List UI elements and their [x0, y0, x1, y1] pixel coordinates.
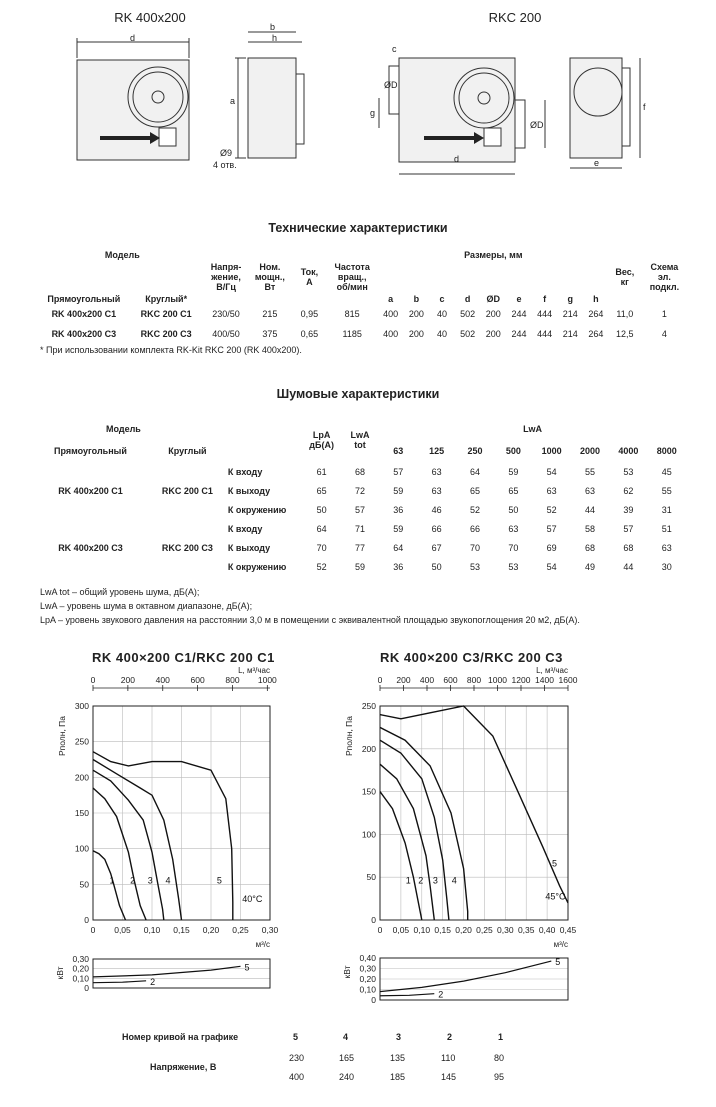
tech-h-model: Модель: [104, 250, 140, 260]
noise-cell: 65: [469, 485, 480, 496]
top-tick-label: 400: [419, 675, 435, 685]
noise-cell: 53: [623, 466, 634, 477]
power-curve-label-2: 2: [150, 976, 156, 987]
tech-cell: RK 400x200 C3: [51, 329, 117, 339]
svg-text:e: e: [594, 158, 600, 168]
noise-cell: 68: [354, 466, 365, 477]
tech-cell: 11,0: [616, 309, 634, 319]
x-tick-label: 0,10: [413, 925, 431, 935]
top-tick-label: 0: [90, 675, 96, 685]
noise-cell: 50: [316, 504, 327, 515]
noise-h-freq: 2000: [580, 446, 601, 456]
curve-label-2: 2: [418, 875, 424, 886]
noise-cell: 63: [508, 523, 519, 534]
noise-cell-direction: К окружению: [227, 504, 287, 515]
tech-h-dim-f: f: [543, 294, 547, 304]
y-axis-label: Pполн, Па: [57, 715, 67, 757]
tech-h-voltage: Напря- жение, В/Гц: [210, 262, 242, 292]
drawing-title-rk: RK 400x200: [114, 10, 186, 25]
x-tick-label: 0,15: [173, 925, 190, 935]
voltage-cell: 165: [339, 1053, 355, 1063]
top-tick-label: 1400: [535, 675, 554, 685]
noise-table: [34, 418, 686, 576]
noise-cell: 59: [393, 485, 404, 496]
noise-note-1: LwA tot – общий уровень шума, дБ(А);: [40, 587, 200, 597]
temperature-label: 45°C: [545, 891, 566, 902]
tech-cell: 815: [344, 309, 360, 319]
rk-housing-side: [248, 58, 296, 158]
noise-cell: 57: [393, 466, 404, 477]
tech-section-title: Технические характеристики: [268, 221, 448, 235]
tech-h-dim-c: c: [439, 294, 445, 304]
curve-label-3: 3: [432, 875, 438, 886]
noise-cell: 62: [623, 485, 634, 496]
voltage-cell: 145: [441, 1072, 457, 1082]
curve-3: [93, 770, 164, 920]
noise-cell: 54: [546, 466, 557, 477]
temperature-label: 40°C: [242, 894, 263, 905]
tech-h-current: Ток, А: [300, 267, 319, 287]
noise-cell-direction: К входу: [227, 466, 263, 477]
noise-cell: 50: [431, 561, 442, 572]
tech-cell: 1: [661, 309, 667, 319]
tech-cell: 200: [485, 309, 501, 319]
top-tick-label: 1000: [488, 675, 507, 685]
power-y-tick-label: 0,40: [359, 953, 376, 963]
voltage-cell: 240: [339, 1072, 355, 1082]
noise-cell: 69: [546, 542, 557, 553]
svg-text:4 отв.: 4 отв.: [213, 160, 237, 170]
top-tick-label: 800: [466, 675, 482, 685]
tech-h-dim-a: a: [388, 294, 394, 304]
noise-h-lwa-tot: LwA tot: [350, 430, 370, 450]
noise-cell-rect: RK 400x200 C3: [58, 542, 123, 553]
noise-cell: 65: [508, 485, 519, 496]
noise-cell: 70: [469, 542, 480, 553]
noise-cell: 70: [508, 542, 519, 553]
tech-h-dim-d: d: [464, 294, 471, 304]
noise-cell: 49: [585, 561, 596, 572]
power-curve-label-2: 2: [438, 989, 444, 1000]
power-y-tick-label: 0: [84, 983, 89, 993]
noise-cell: 57: [354, 504, 365, 515]
y-tick-label: 200: [361, 743, 376, 754]
noise-cell: 61: [316, 466, 327, 477]
noise-cell: 53: [508, 561, 519, 572]
tech-cell: 12,5: [616, 329, 634, 339]
tech-cell: 400/50: [212, 329, 240, 339]
x-tick-label: 0,15: [434, 925, 451, 935]
noise-cell-direction: К окружению: [227, 561, 287, 572]
noise-cell: 63: [546, 485, 557, 496]
tech-h-rect: Прямоугольный: [47, 294, 121, 304]
noise-cell: 46: [431, 504, 442, 515]
svg-text:d: d: [130, 33, 136, 43]
top-tick-label: 800: [225, 675, 240, 685]
noise-cell: 72: [354, 485, 365, 496]
noise-cell: 45: [661, 466, 672, 477]
noise-h-freq: 8000: [656, 446, 677, 456]
tech-cell: 502: [460, 309, 476, 319]
noise-h-freq: 4000: [618, 446, 639, 456]
tech-h-scheme: Схема эл. подкл.: [649, 262, 680, 292]
tech-cell: 244: [511, 309, 527, 319]
noise-cell: 68: [585, 542, 596, 553]
noise-cell: 70: [316, 542, 327, 553]
tech-cell: 214: [562, 329, 578, 339]
tech-cell: 200: [485, 329, 501, 339]
tech-h-round: Круглый*: [145, 294, 188, 304]
tech-h-weight: Вес, кг: [615, 267, 635, 287]
noise-cell: 63: [585, 485, 596, 496]
tech-cell: 40: [436, 329, 447, 339]
table-row: [40, 304, 688, 324]
y-tick-label: 200: [74, 772, 89, 783]
noise-section-title: Шумовые характеристики: [276, 387, 440, 401]
noise-h-lwa: LwA: [523, 424, 543, 434]
noise-note-3: LpA – уровень звукового давления на расстоянии 3,0 м в помещении с эквивалентной площадью звукопоглощения 20 м2, дБ(А).: [40, 615, 580, 625]
noise-cell: 36: [393, 504, 404, 515]
x-tick-label: 0,40: [538, 925, 556, 935]
x-tick-label: 0,10: [143, 925, 161, 935]
noise-cell-round: RKC 200 C1: [161, 485, 213, 496]
curve-5: [380, 706, 568, 903]
noise-h-rect: Прямоугольный: [54, 446, 127, 456]
noise-cell: 71: [354, 523, 365, 534]
curve-2: [93, 788, 146, 920]
noise-cell: 63: [431, 485, 442, 496]
tech-cell: 0,65: [300, 329, 319, 339]
noise-h-freq: 250: [467, 446, 483, 456]
table-row: [34, 519, 686, 538]
y-tick-label: 0: [84, 915, 89, 925]
y-tick-label: 50: [366, 872, 376, 883]
power-y-tick-label: 0,30: [359, 963, 376, 974]
tech-cell: 230/50: [212, 309, 240, 319]
noise-cell: 63: [431, 466, 442, 477]
curve-label-4: 4: [165, 875, 171, 886]
noise-cell: 52: [316, 561, 327, 572]
curve-4: [380, 727, 468, 920]
tech-cell: 400: [383, 309, 399, 319]
curve-3: [380, 740, 449, 920]
voltage-cell: 95: [494, 1072, 505, 1082]
noise-cell: 77: [354, 542, 365, 553]
chart-title-c3: RK 400×200 C3/RKC 200 C3: [380, 650, 563, 665]
tech-cell: 0,95: [300, 309, 319, 319]
svg-text:d: d: [454, 154, 460, 164]
tech-h-speed: Частота вращ., об/мин: [334, 262, 370, 292]
noise-cell: 51: [661, 523, 672, 534]
noise-h-round: Круглый: [168, 446, 207, 456]
x-tick-label: 0,25: [476, 925, 493, 935]
top-tick-label: 400: [155, 675, 170, 685]
curve-label-1: 1: [109, 875, 115, 886]
noise-cell: 55: [585, 466, 596, 477]
voltage-cell: 400: [289, 1072, 305, 1082]
svg-text:ØD: ØD: [384, 80, 398, 90]
y-axis-label: Pполн, Па: [344, 715, 354, 757]
x-tick-label: 0,30: [261, 925, 279, 935]
noise-cell: 59: [508, 466, 519, 477]
voltage-curve-num: 4: [343, 1032, 349, 1042]
x-axis-unit: м³/с: [553, 940, 568, 949]
curve-label-5: 5: [552, 858, 558, 869]
y-tick-label: 50: [79, 879, 89, 890]
power-plot-frame: [93, 959, 270, 988]
noise-cell: 65: [316, 485, 327, 496]
voltage-curve-num: 3: [396, 1032, 402, 1042]
top-tick-label: 1600: [558, 675, 578, 685]
y-tick-label: 100: [74, 843, 89, 854]
top-tick-label: 200: [120, 675, 135, 685]
x-tick-label: 0,30: [497, 925, 514, 935]
power-y-axis-label: кВт: [55, 966, 65, 980]
curve-label-4: 4: [451, 875, 457, 886]
tech-cell: 444: [537, 309, 553, 319]
power-curve-5: [380, 961, 551, 992]
x-tick-label: 0,05: [114, 925, 131, 935]
svg-text:Ø9: Ø9: [220, 148, 233, 158]
top-tick-label: 600: [443, 675, 458, 685]
noise-cell: 53: [469, 561, 480, 572]
voltage-h-voltage: Напряжение, В: [150, 1062, 217, 1072]
tech-cell: 215: [262, 309, 278, 319]
x-tick-label: 0,45: [559, 925, 577, 935]
curve-5: [93, 752, 233, 920]
noise-cell: 44: [585, 504, 596, 515]
tech-table: [40, 250, 688, 344]
noise-cell: 58: [585, 523, 596, 534]
tech-cell: RKC 200 C1: [140, 309, 192, 319]
table-row: [40, 324, 688, 344]
x-tick-label: 0,25: [232, 925, 249, 935]
noise-cell: 64: [316, 523, 327, 534]
y-tick-label: 100: [361, 829, 376, 840]
top-axis-label: L, м³/час: [536, 666, 568, 675]
top-tick-label: 1200: [511, 675, 531, 685]
noise-h-model: Модель: [106, 424, 141, 434]
tech-cell: 264: [588, 329, 604, 339]
noise-cell: 30: [661, 561, 672, 572]
tech-h-dim-g: g: [567, 294, 574, 304]
power-y-tick-label: 0,20: [72, 963, 89, 974]
table-row: [34, 462, 686, 481]
tech-cell: 1185: [342, 329, 362, 339]
noise-h-freq: 125: [429, 446, 445, 456]
noise-h-freq: 500: [505, 446, 521, 456]
tech-cell: 214: [562, 309, 578, 319]
power-curve-label-5: 5: [555, 957, 561, 968]
power-curve-5: [93, 966, 241, 977]
tech-cell: RKC 200 C3: [140, 329, 192, 339]
tech-cell: 244: [511, 329, 527, 339]
noise-cell: 52: [546, 504, 557, 515]
tech-h-dim-e: e: [516, 294, 522, 304]
y-tick-label: 250: [74, 736, 89, 747]
svg-text:f: f: [643, 102, 646, 112]
noise-cell: 44: [623, 561, 634, 572]
tech-h-dim-od: ØD: [486, 294, 501, 304]
tech-cell: RK 400x200 C1: [51, 309, 117, 319]
noise-cell: 57: [623, 523, 634, 534]
power-curve-label-5: 5: [244, 962, 250, 973]
tech-h-dim-h: h: [593, 294, 599, 304]
noise-cell: 57: [546, 523, 557, 534]
tech-h-sizes: Размеры, мм: [464, 250, 523, 260]
svg-text:b: b: [270, 22, 276, 32]
noise-cell: 54: [546, 561, 557, 572]
noise-cell-direction: К входу: [227, 523, 263, 534]
power-y-tick-label: 0,10: [359, 984, 376, 995]
voltage-curve-num: 5: [293, 1032, 299, 1042]
voltage-cell: 230: [289, 1053, 305, 1063]
x-axis-unit: м³/с: [255, 940, 270, 949]
svg-text:a: a: [230, 96, 236, 106]
noise-note-2: LwA – уровень шума в октавном диапазоне, дБ(А);: [40, 601, 253, 611]
x-tick-label: 0: [377, 925, 383, 935]
noise-cell: 52: [469, 504, 480, 515]
y-tick-label: 150: [361, 786, 376, 797]
x-tick-label: 0,20: [455, 925, 472, 935]
fan-curve-charts: [0, 660, 716, 1022]
noise-cell: 64: [469, 466, 480, 477]
curve-2: [380, 764, 434, 920]
noise-cell: 63: [661, 542, 672, 553]
noise-cell-direction: К выходу: [227, 542, 271, 553]
noise-cell-rect: RK 400x200 C1: [58, 485, 123, 496]
power-y-axis-label: кВт: [342, 965, 352, 979]
chart-title-c1: RK 400×200 C1/RKC 200 C1: [92, 650, 275, 665]
power-curve-2: [380, 994, 434, 996]
noise-cell: 66: [469, 523, 480, 534]
tech-cell: 200: [408, 329, 424, 339]
x-tick-label: 0,20: [202, 925, 220, 935]
top-tick-label: 600: [190, 675, 205, 685]
noise-h-freq: 63: [393, 446, 404, 456]
power-y-tick-label: 0,10: [72, 973, 89, 984]
top-tick-label: 200: [396, 675, 411, 685]
noise-h-lpa: LpA дБ(А): [309, 430, 334, 450]
noise-cell: 64: [393, 542, 404, 553]
voltage-cell: 135: [390, 1053, 406, 1063]
tech-cell: 200: [408, 309, 424, 319]
drawing-title-rkc: RKC 200: [488, 10, 542, 25]
curve-label-1: 1: [405, 875, 411, 886]
x-tick-label: 0: [90, 925, 96, 935]
power-y-tick-label: 0,20: [359, 974, 376, 984]
tech-footnote: * При использовании комплекта RK-Kit RKC 200 (RK 400x200).: [40, 345, 302, 355]
tech-h-dim-b: b: [413, 294, 420, 304]
noise-cell-round: RKC 200 C3: [161, 542, 213, 553]
noise-cell: 66: [431, 523, 442, 534]
noise-cell: 31: [661, 504, 672, 515]
svg-text:g: g: [370, 108, 376, 118]
curve-label-5: 5: [216, 875, 222, 886]
curve-label-2: 2: [130, 875, 136, 886]
tech-cell: 444: [537, 329, 553, 339]
voltage-cell: 185: [390, 1072, 406, 1082]
voltage-cell: 110: [441, 1053, 456, 1063]
noise-cell: 50: [508, 504, 519, 515]
power-y-tick-label: 0,30: [72, 954, 89, 964]
noise-cell: 36: [393, 561, 404, 572]
y-tick-label: 0: [371, 915, 376, 925]
tech-cell: 502: [460, 329, 476, 339]
x-tick-label: 0,05: [392, 925, 410, 935]
y-tick-label: 250: [361, 701, 376, 711]
svg-text:h: h: [272, 33, 278, 43]
tech-cell: 400: [383, 329, 399, 339]
curve-label-3: 3: [147, 875, 153, 886]
power-curve-2: [93, 981, 146, 983]
top-tick-label: 1000: [257, 675, 277, 685]
rkc-housing-side: [570, 58, 622, 158]
voltage-curve-num: 2: [447, 1032, 453, 1042]
tech-cell: 4: [661, 329, 667, 339]
noise-cell: 59: [393, 523, 404, 534]
technical-drawings: [0, 22, 716, 188]
tech-cell: 264: [588, 309, 604, 319]
tech-cell: 375: [262, 329, 278, 339]
noise-cell: 67: [431, 542, 442, 553]
noise-cell: 68: [623, 542, 634, 553]
top-tick-label: 0: [377, 675, 383, 685]
x-tick-label: 0,35: [517, 925, 535, 935]
y-tick-label: 300: [74, 701, 89, 711]
noise-cell: 59: [354, 561, 365, 572]
top-axis-label: L, м³/час: [238, 666, 270, 675]
voltage-cell: 80: [494, 1053, 505, 1063]
noise-cell-direction: К выходу: [227, 485, 271, 496]
svg-text:c: c: [392, 44, 397, 54]
power-y-tick-label: 0: [371, 995, 376, 1005]
plot-frame: [380, 706, 568, 920]
voltage-h-curve: Номер кривой на графике: [122, 1032, 239, 1042]
tech-cell: 40: [436, 309, 447, 319]
tech-h-power: Ном. мощн., Вт: [254, 262, 285, 292]
noise-h-freq: 1000: [541, 446, 562, 456]
noise-cell: 55: [661, 485, 672, 496]
noise-cell: 39: [623, 504, 634, 515]
voltage-curve-num: 1: [498, 1032, 504, 1042]
svg-text:ØD: ØD: [530, 120, 544, 130]
y-tick-label: 150: [74, 808, 89, 818]
